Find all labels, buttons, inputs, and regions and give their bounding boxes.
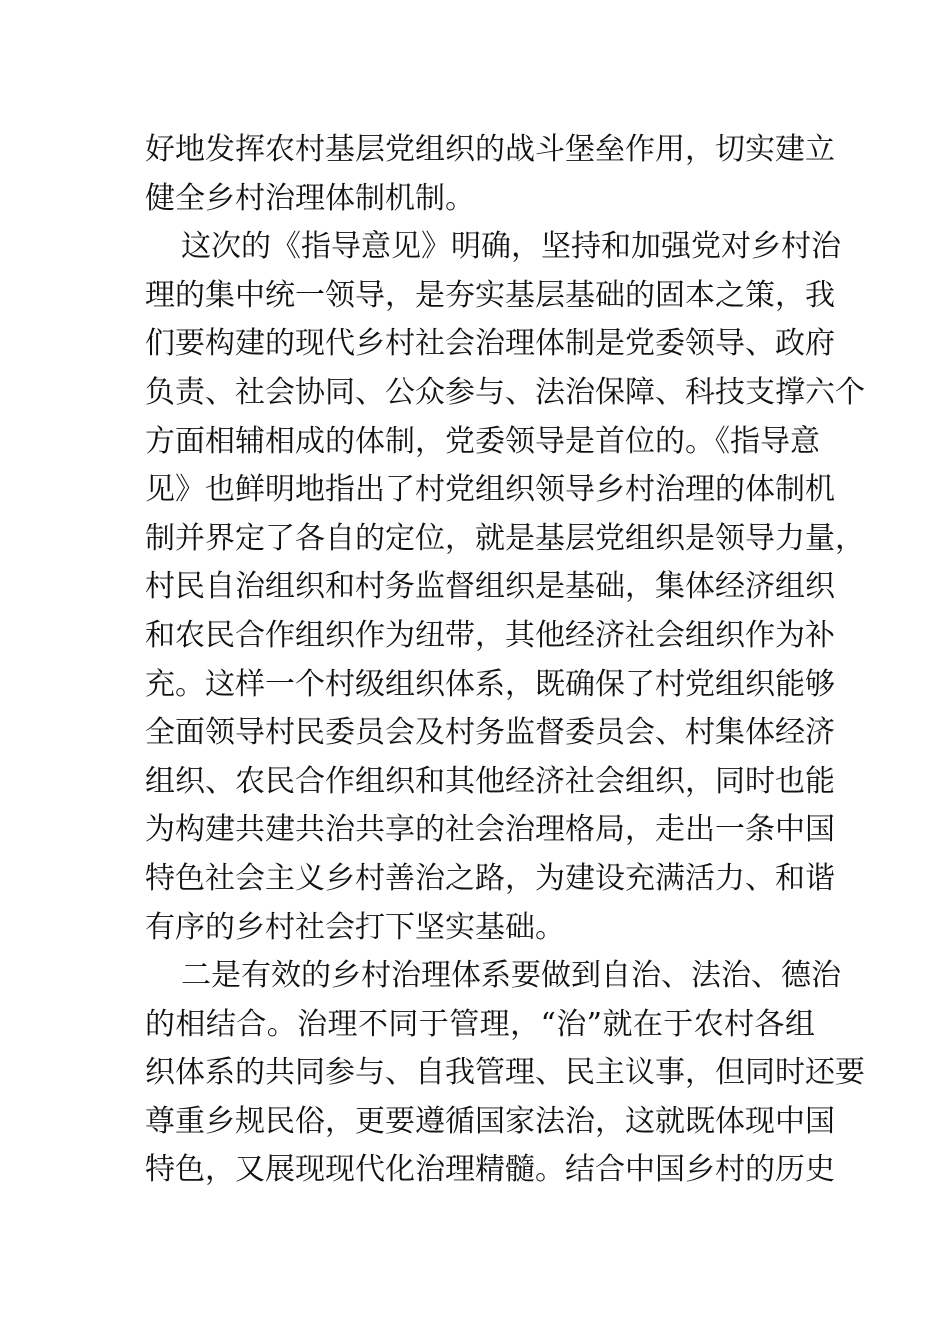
text-line: 见》也鲜明地指出了村党组织领导乡村治理的体制机 bbox=[145, 472, 835, 508]
text-line: 二是有效的乡村治理体系要做到自治、法治、德治 bbox=[181, 958, 841, 994]
text-line: 全面领导村民委员会及村务监督委员会、村集体经济 bbox=[145, 715, 835, 751]
text-line: 特色社会主义乡村善治之路，为建设充满活力、和谐 bbox=[145, 860, 835, 896]
text-line: 这次的《指导意见》明确，坚持和加强党对乡村治 bbox=[181, 229, 841, 265]
text-line: 理的集中统一领导，是夯实基层基础的固本之策，我 bbox=[145, 277, 835, 313]
text-line: 尊重乡规民俗，更要遵循国家法治，这就既体现中国 bbox=[145, 1103, 835, 1139]
text-line: 组织、农民合作组织和其他经济社会组织，同时也能 bbox=[145, 763, 835, 799]
text-line: 和农民合作组织作为纽带，其他经济社会组织作为补 bbox=[145, 617, 835, 653]
text-line: 制并界定了各自的定位，就是基层党组织是领导力量， bbox=[145, 520, 865, 556]
text-line: 充。这样一个村级组织体系，既确保了村党组织能够 bbox=[145, 666, 835, 702]
text-line: 方面相辅相成的体制，党委领导是首位的。《指导意 bbox=[145, 423, 820, 459]
text-line: 为构建共建共治共享的社会治理格局，走出一条中国 bbox=[145, 812, 835, 848]
text-line: 健全乡村治理体制机制。 bbox=[145, 180, 475, 216]
text-line: 织体系的共同参与、自我管理、民主议事，但同时还要 bbox=[145, 1055, 865, 1091]
text-line: 有序的乡村社会打下坚实基础。 bbox=[145, 909, 565, 945]
text-line: 特色，又展现现代化治理精髓。结合中国乡村的历史 bbox=[145, 1152, 835, 1188]
body-text bbox=[145, 126, 865, 1195]
text-line: 们要构建的现代乡村社会治理体制是党委领导、政府 bbox=[145, 326, 835, 362]
text-line: 的相结合。治理不同于管理，“治”就在于农村各组 bbox=[145, 1006, 815, 1042]
text-line: 负责、社会协同、公众参与、法治保障、科技支撑六个 bbox=[145, 374, 865, 410]
text-line: 好地发挥农村基层党组织的战斗堡垒作用，切实建立 bbox=[145, 132, 835, 167]
text-line: 村民自治组织和村务监督组织是基础，集体经济组织 bbox=[145, 569, 835, 605]
